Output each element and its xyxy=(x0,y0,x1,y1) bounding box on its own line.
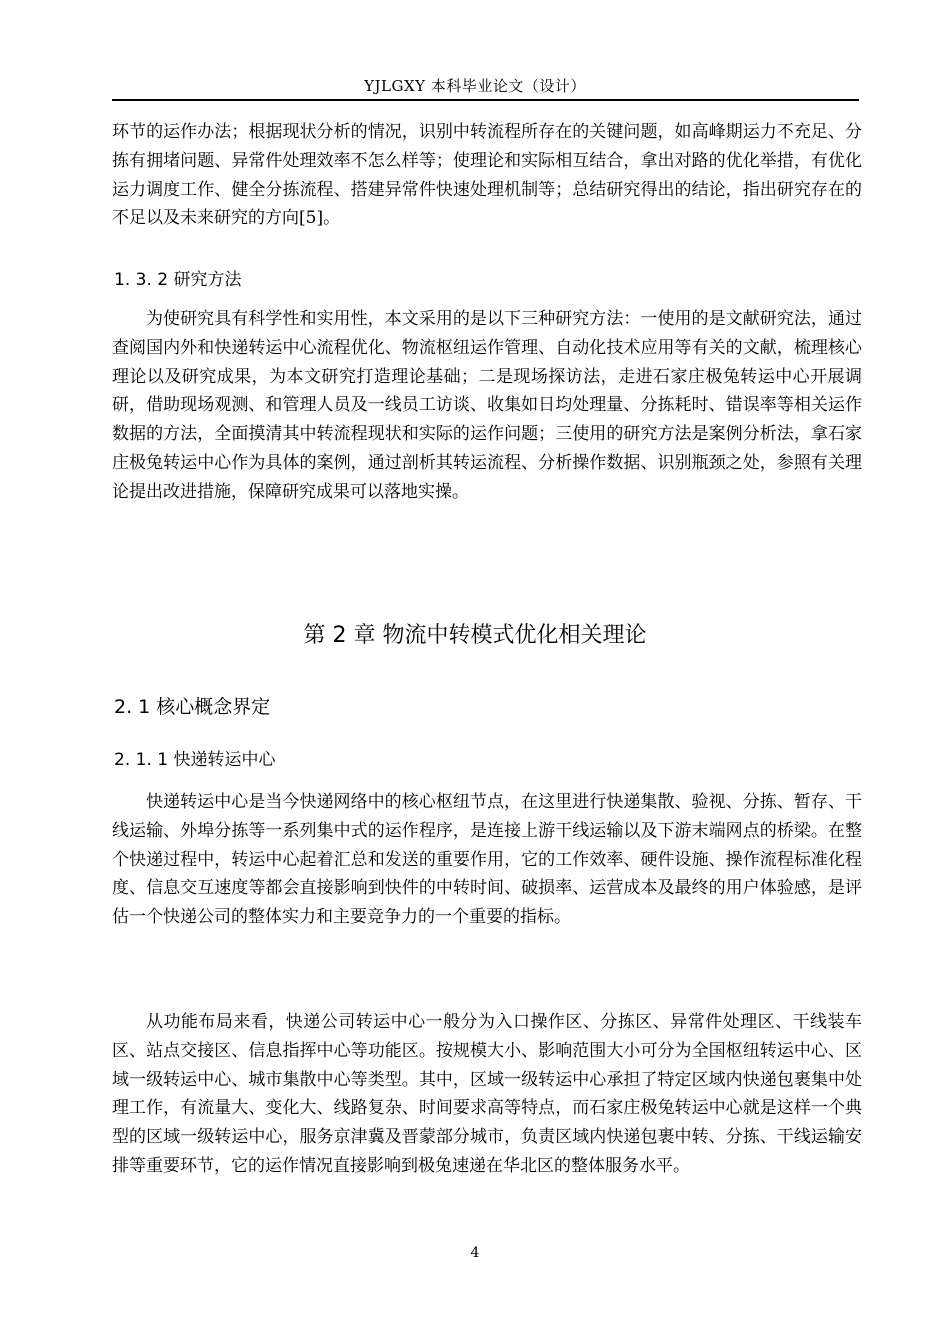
section-heading-2-1: 2. 1 核心概念界定 xyxy=(114,696,271,718)
paragraph-research-methods: 为使研究具有科学性和实用性，本文采用的是以下三种研究方法：一使用的是文献研究法，通过查阅国内外和快递转运中心流程优化、物流枢纽运作管理、自动化技术应用等有关的文献，梳理核心理论以及研究成果，为本文研究打造理论基础；二是现场探访法，走进石家庄极兔转运中心开展调研，借助现场观测、和管理人员及一线员工访谈、收集如日均处理量、分拣耗时、错误率等相关运作数据的方法，全面摸清其中转流程现状和实际的运作问题；三使用的研究方法是案例分析法，拿石家庄极兔转运中心作为具体的案例，通过剖析其转运流程、分析操作数据、识别瓶颈之处，参照有关理论提出改进措施，保障研究成果可以落地实操。 xyxy=(112,309,862,502)
paragraph-transfer-center-definition: 快递转运中心是当今快递网络中的核心枢纽节点，在这里进行快递集散、验视、分拣、暂存、干线运输、外埠分拣等一系列集中式的运作程序，是连接上游干线运输以及下游末端网点的桥梁。在整个快递过程中，转运中心起着汇总和发送的重要作用，它的工作效率、硬件设施、操作流程标准化程度、信息交互速度等都会直接影响到快件的中转时间、破损率、运营成本及最终的用户体验感，是评估一个快递公司的整体实力和主要竞争力的一个重要的指标。 xyxy=(112,792,862,928)
running-header: YJLGXY 本科毕业论文（设计） xyxy=(364,77,586,95)
page-number: 4 xyxy=(470,1245,480,1261)
section-heading-2-1-1: 2. 1. 1 快递转运中心 xyxy=(114,750,276,770)
paragraph-continuation: 环节的运作办法；根据现状分析的情况，识别中转流程所存在的关键问题，如高峰期运力不充足、分拣有拥堵问题、异常件处理效率不怎么样等；使理论和实际相互结合，拿出对路的优化举措，有优化运力调度工作、健全分拣流程、搭建异常件快速处理机制等；总结研究得出的结论，指出研究存在的不足以及未来研究的方向[5]。 xyxy=(112,122,862,229)
header-divider xyxy=(112,99,859,101)
section-heading-1-3-2: 1. 3. 2 研究方法 xyxy=(114,270,242,290)
chapter-title: 第 2 章 物流中转模式优化相关理论 xyxy=(303,623,647,648)
paragraph-functional-layout: 从功能布局来看，快递公司转运中心一般分为入口操作区、分拣区、异常件处理区、干线装车区、站点交接区、信息指挥中心等功能区。按规模大小、影响范围大小可分为全国枢纽转运中心、区域一级转运中心、城市集散中心等类型。其中，区域一级转运中心承担了特定区域内快递包裹集中处理工作，有流量大、变化大、线路复杂、时间要求高等特点，而石家庄极兔转运中心就是这样一个典型的区域一级转运中心，服务京津冀及晋蒙部分城市，负责区域内快递包裹中转、分拣、干线运输安排等重要环节，它的运作情况直接影响到极兔速递在华北区的整体服务水平。 xyxy=(112,1012,862,1176)
